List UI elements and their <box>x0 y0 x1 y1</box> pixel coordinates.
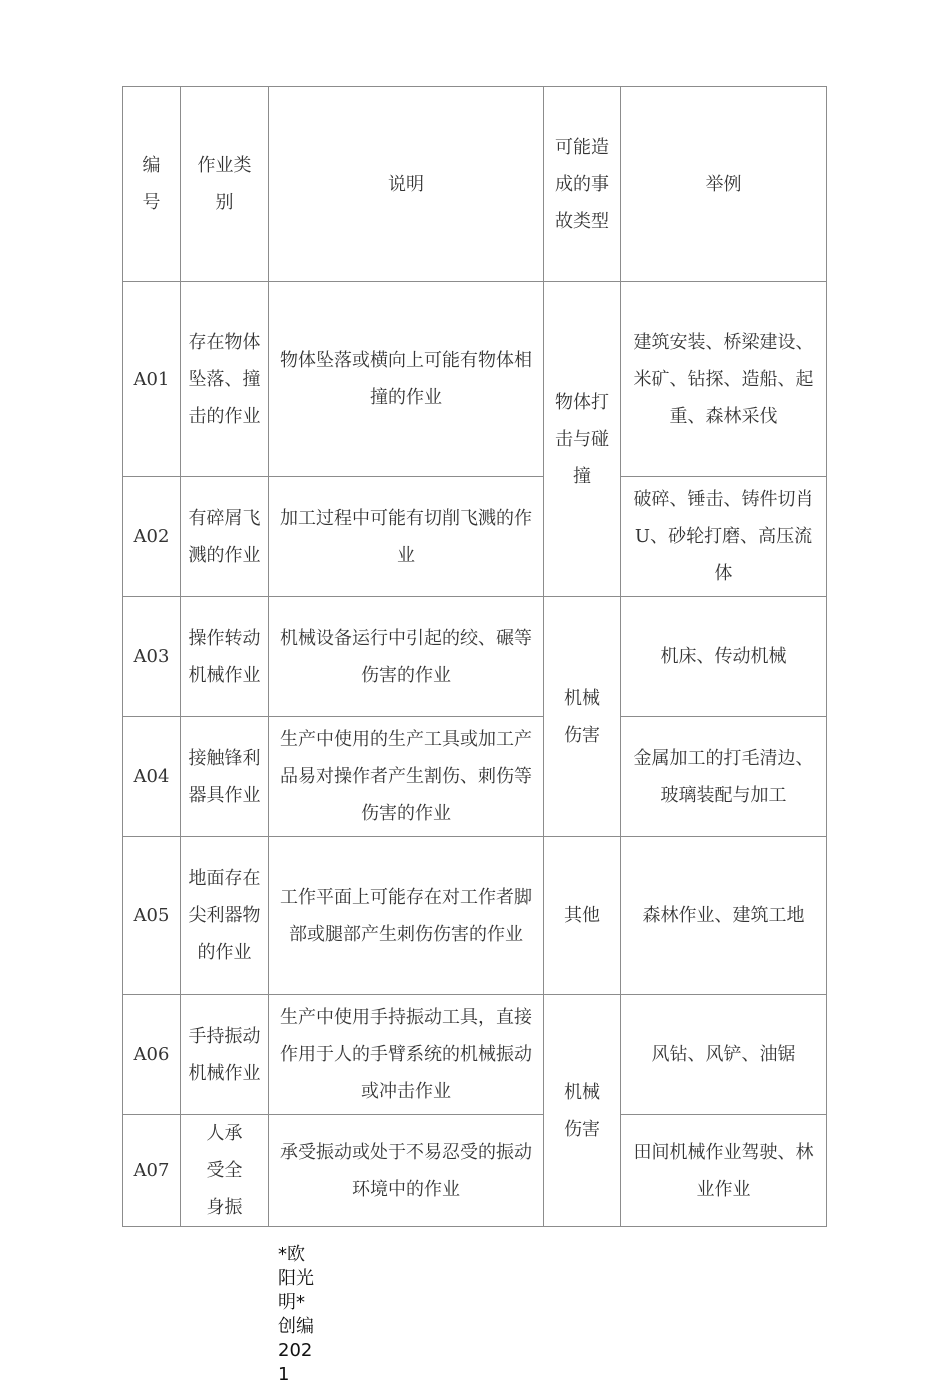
table-row <box>123 1115 827 1227</box>
row-description: 生产中使用的生产工具或加工产品易对操作者产生割伤、刺伤等伤害的作业 <box>269 717 544 837</box>
table-row <box>123 837 827 995</box>
row-code: A03 <box>123 597 181 717</box>
row-example: 机床、传动机械 <box>621 597 827 717</box>
header-description: 说明 <box>269 87 544 282</box>
table-row <box>123 477 827 597</box>
accident-type-cell: 物体打击与碰撞 <box>544 282 621 597</box>
table-row <box>123 597 827 717</box>
table-row <box>123 717 827 837</box>
row-category: 地面存在尖利器物的作业 <box>181 837 269 995</box>
row-example: 田间机械作业驾驶、林业作业 <box>621 1115 827 1227</box>
row-description: 工作平面上可能存在对工作者脚部或腿部产生刺伤伤害的作业 <box>269 837 544 995</box>
accident-type-cell: 机械伤害 <box>544 597 621 837</box>
row-code: A04 <box>123 717 181 837</box>
row-description: 加工过程中可能有切削飞溅的作业 <box>269 477 544 597</box>
hazard-table <box>122 86 827 1227</box>
row-category: 有碎屑飞溅的作业 <box>181 477 269 597</box>
table-row <box>123 995 827 1115</box>
author-note: *欧阳光明*创编2021 <box>278 1244 314 1385</box>
row-description: 生产中使用手持振动工具，直接作用于人的手臂系统的机械振动或冲击作业 <box>269 995 544 1115</box>
row-example: 建筑安装、桥梁建设、米矿、钻探、造船、起重、森林采伐 <box>621 282 827 477</box>
row-example: 风钻、风铲、油锯 <box>621 995 827 1115</box>
row-code: A07 <box>123 1115 181 1227</box>
row-code: A01 <box>123 282 181 477</box>
row-category: 操作转动机械作业 <box>181 597 269 717</box>
row-example: 金属加工的打毛清边、玻璃装配与加工 <box>621 717 827 837</box>
header-accident-type: 可能造成的事故类型 <box>544 87 621 282</box>
row-category: 人承受全身振 <box>181 1115 269 1227</box>
row-description: 物体坠落或横向上可能有物体相撞的作业 <box>269 282 544 477</box>
header-code: 编号 <box>123 87 181 282</box>
row-category: 接触锋利器具作业 <box>181 717 269 837</box>
table-row <box>123 282 827 477</box>
row-example: 破碎、锤击、铸件切肖U、砂轮打磨、高压流体 <box>621 477 827 597</box>
row-code: A02 <box>123 477 181 597</box>
row-description: 承受振动或处于不易忍受的振动环境中的作业 <box>269 1115 544 1227</box>
row-category: 手持振动机械作业 <box>181 995 269 1115</box>
header-category: 作业类别 <box>181 87 269 282</box>
row-code: A06 <box>123 995 181 1115</box>
header-example: 举例 <box>621 87 827 282</box>
accident-type-cell: 机械伤害 <box>544 995 621 1227</box>
row-description: 机械设备运行中引起的绞、碾等伤害的作业 <box>269 597 544 717</box>
header-row <box>123 87 827 282</box>
accident-type-cell: 其他 <box>544 837 621 995</box>
row-code: A05 <box>123 837 181 995</box>
row-category: 存在物体坠落、撞击的作业 <box>181 282 269 477</box>
row-example: 森林作业、建筑工地 <box>621 837 827 995</box>
